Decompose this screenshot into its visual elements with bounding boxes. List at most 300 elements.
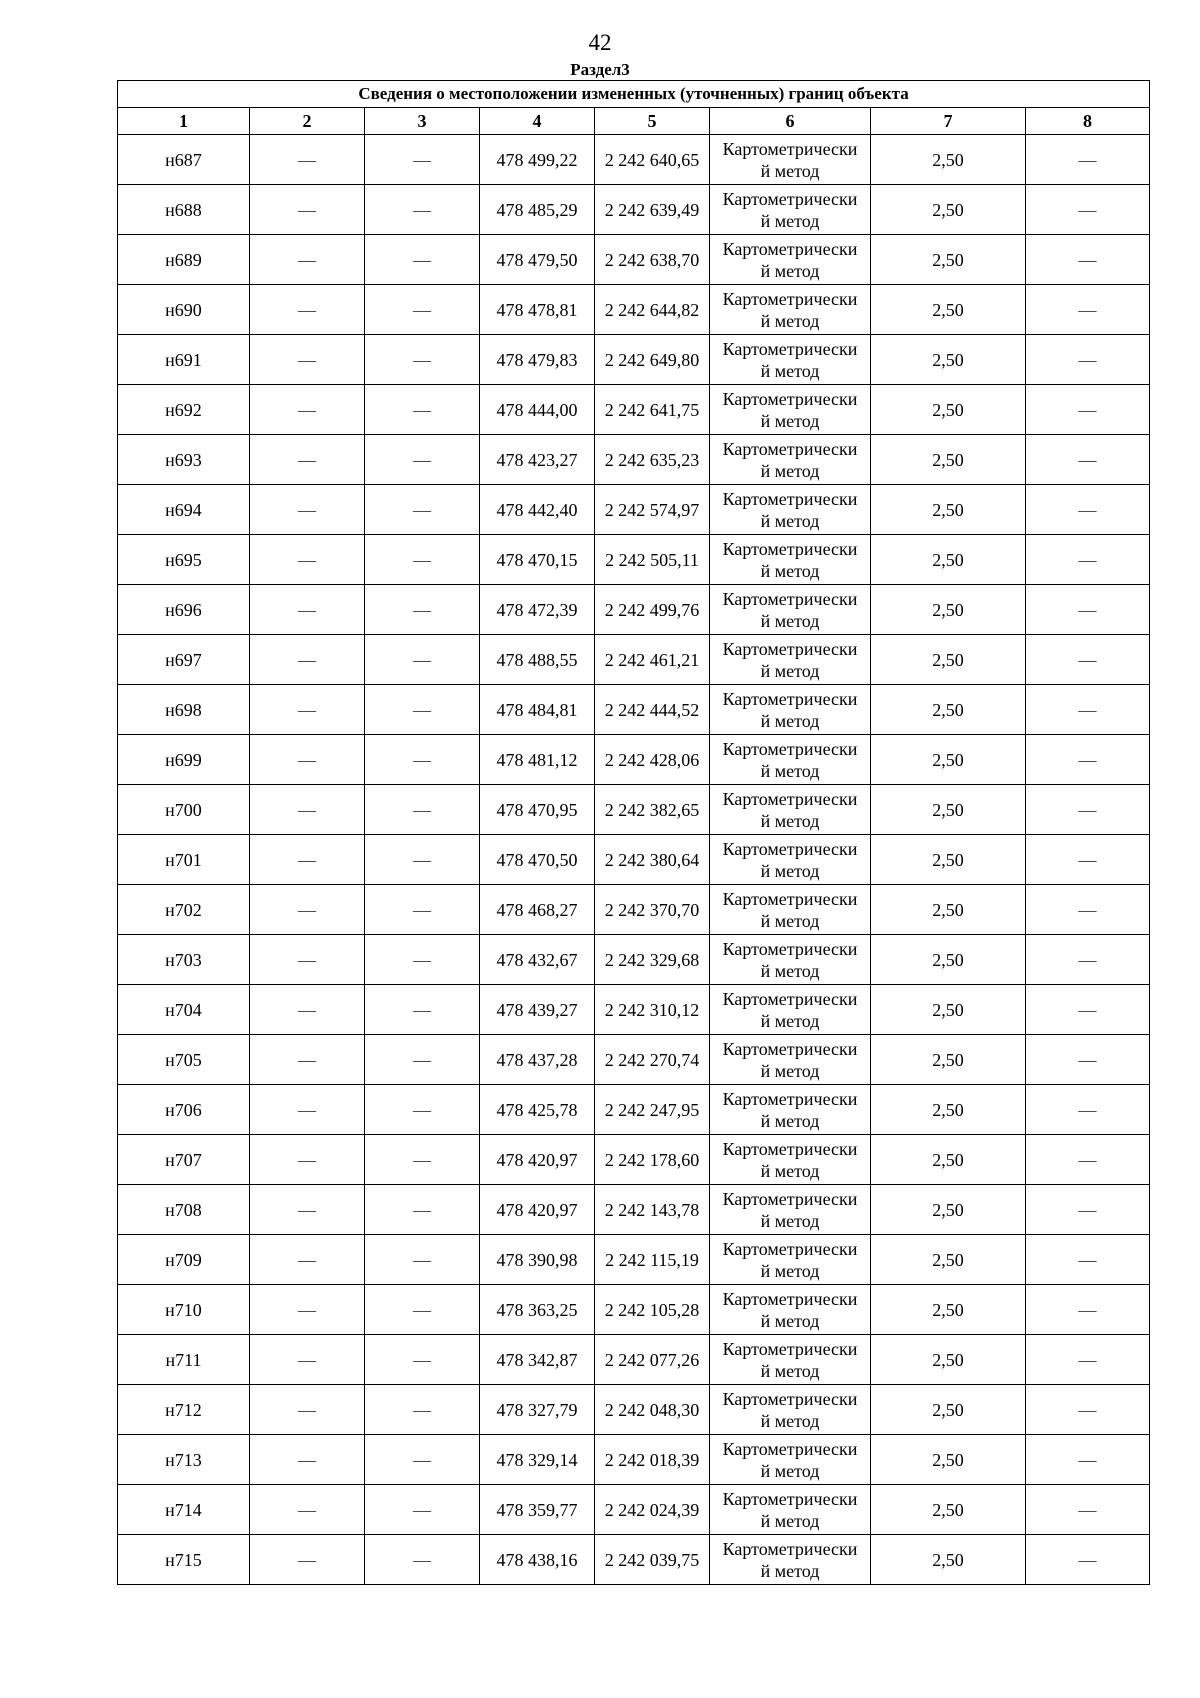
point-number-cell: н687 (118, 135, 250, 185)
column-3-cell: — (365, 1385, 480, 1435)
method-cell (710, 1185, 871, 1235)
table-row (118, 1185, 1150, 1235)
column-8-cell: — (1026, 935, 1150, 985)
x-coordinate-cell: 478 484,81 (480, 685, 595, 735)
method-line-2: й метод (760, 310, 820, 331)
precision-cell: 2,50 (871, 985, 1026, 1035)
column-2-cell: — (250, 1485, 365, 1535)
precision-cell: 2,50 (871, 585, 1026, 635)
method-line-2: й метод (760, 1260, 820, 1281)
column-3-cell: — (365, 235, 480, 285)
y-coordinate-cell: 2 242 639,49 (595, 185, 710, 235)
column-2-cell: — (250, 985, 365, 1035)
point-number-cell: н698 (118, 685, 250, 735)
column-2-cell: — (250, 835, 365, 885)
method-line-1: Картометрически (722, 338, 858, 359)
column-3-cell: — (365, 185, 480, 235)
column-8-cell: — (1026, 1135, 1150, 1185)
method-cell (710, 735, 871, 785)
point-number-cell: н688 (118, 185, 250, 235)
y-coordinate-cell: 2 242 444,52 (595, 685, 710, 735)
page-number: 42 (588, 30, 612, 55)
precision-cell: 2,50 (871, 1185, 1026, 1235)
column-8-cell: — (1026, 1285, 1150, 1335)
method-line-1: Картометрически (722, 638, 858, 659)
precision-cell: 2,50 (871, 1035, 1026, 1085)
method-line-1: Картометрически (722, 488, 858, 509)
column-2-cell: — (250, 785, 365, 835)
precision-cell: 2,50 (871, 735, 1026, 785)
precision-cell: 2,50 (871, 285, 1026, 335)
point-number-cell: н705 (118, 1035, 250, 1085)
column-3-cell: — (365, 585, 480, 635)
method-line-1: Картометрически (722, 1088, 858, 1109)
method-line-2: й метод (760, 1360, 820, 1381)
method-line-2: й метод (760, 560, 820, 581)
x-coordinate-cell: 478 439,27 (480, 985, 595, 1035)
method-cell (710, 485, 871, 535)
method-line-2: й метод (760, 1010, 820, 1031)
precision-cell: 2,50 (871, 385, 1026, 435)
precision-cell: 2,50 (871, 1285, 1026, 1335)
precision-cell: 2,50 (871, 885, 1026, 935)
method-line-1: Картометрически (722, 1038, 858, 1059)
method-line-2: й метод (760, 710, 820, 731)
column-2-cell: — (250, 235, 365, 285)
column-8-cell: — (1026, 1185, 1150, 1235)
method-line-2: й метод (760, 1460, 820, 1481)
boundary-coordinates-table (117, 80, 1150, 1585)
point-number-cell: н694 (118, 485, 250, 535)
point-number-cell: н708 (118, 1185, 250, 1235)
column-2-cell: — (250, 1085, 365, 1135)
method-cell (710, 235, 871, 285)
y-coordinate-cell: 2 242 505,11 (595, 535, 710, 585)
x-coordinate-cell: 478 425,78 (480, 1085, 595, 1135)
method-line-1: Картометрически (722, 1138, 858, 1159)
table-row (118, 435, 1150, 485)
method-line-1: Картометрически (722, 688, 858, 709)
method-cell (710, 835, 871, 885)
method-line-1: Картометрически (722, 1388, 858, 1409)
table-row (118, 135, 1150, 185)
y-coordinate-cell: 2 242 024,39 (595, 1485, 710, 1535)
y-coordinate-cell: 2 242 048,30 (595, 1385, 710, 1435)
method-cell (710, 1335, 871, 1385)
y-coordinate-cell: 2 242 635,23 (595, 435, 710, 485)
column-3-cell: — (365, 335, 480, 385)
column-header: 2 (250, 108, 365, 135)
column-3-cell: — (365, 835, 480, 885)
method-cell (710, 685, 871, 735)
table-row (118, 1135, 1150, 1185)
precision-cell: 2,50 (871, 185, 1026, 235)
column-2-cell: — (250, 435, 365, 485)
column-8-cell: — (1026, 335, 1150, 385)
table-title: Сведения о местоположении измененных (уточненных) границ объекта (118, 81, 1150, 108)
column-8-cell: — (1026, 285, 1150, 335)
y-coordinate-cell: 2 242 641,75 (595, 385, 710, 435)
y-coordinate-cell: 2 242 638,70 (595, 235, 710, 285)
precision-cell: 2,50 (871, 1135, 1026, 1185)
precision-cell: 2,50 (871, 1335, 1026, 1385)
column-8-cell: — (1026, 1035, 1150, 1085)
y-coordinate-cell: 2 242 649,80 (595, 335, 710, 385)
y-coordinate-cell: 2 242 247,95 (595, 1085, 710, 1135)
point-number-cell: н690 (118, 285, 250, 335)
section-label: Раздел3 (570, 60, 630, 79)
x-coordinate-cell: 478 472,39 (480, 585, 595, 635)
method-line-2: й метод (760, 1110, 820, 1131)
column-2-cell: — (250, 1285, 365, 1335)
point-number-cell: н699 (118, 735, 250, 785)
x-coordinate-cell: 478 499,22 (480, 135, 595, 185)
column-3-cell: — (365, 1235, 480, 1285)
method-cell (710, 1385, 871, 1435)
column-8-cell: — (1026, 1485, 1150, 1535)
precision-cell: 2,50 (871, 635, 1026, 685)
column-3-cell: — (365, 1485, 480, 1535)
method-line-2: й метод (760, 410, 820, 431)
y-coordinate-cell: 2 242 039,75 (595, 1535, 710, 1585)
column-3-cell: — (365, 735, 480, 785)
method-line-1: Картометрически (722, 238, 858, 259)
x-coordinate-cell: 478 442,40 (480, 485, 595, 535)
column-2-cell: — (250, 735, 365, 785)
column-2-cell: — (250, 885, 365, 935)
method-cell (710, 185, 871, 235)
point-number-cell: н693 (118, 435, 250, 485)
column-2-cell: — (250, 1035, 365, 1085)
x-coordinate-cell: 478 470,50 (480, 835, 595, 885)
point-number-cell: н692 (118, 385, 250, 435)
column-3-cell: — (365, 885, 480, 935)
method-line-2: й метод (760, 1410, 820, 1431)
table-row (118, 1285, 1150, 1335)
column-2-cell: — (250, 1135, 365, 1185)
x-coordinate-cell: 478 423,27 (480, 435, 595, 485)
column-2-cell: — (250, 685, 365, 735)
method-line-2: й метод (760, 260, 820, 281)
precision-cell: 2,50 (871, 1085, 1026, 1135)
column-3-cell: — (365, 135, 480, 185)
column-3-cell: — (365, 635, 480, 685)
y-coordinate-cell: 2 242 380,64 (595, 835, 710, 885)
precision-cell: 2,50 (871, 1435, 1026, 1485)
method-line-1: Картометрически (722, 1238, 858, 1259)
column-2-cell: — (250, 1535, 365, 1585)
method-line-2: й метод (760, 1160, 820, 1181)
column-2-cell: — (250, 635, 365, 685)
column-8-cell: — (1026, 635, 1150, 685)
method-line-1: Картометрически (722, 788, 858, 809)
table-row (118, 485, 1150, 535)
column-8-cell: — (1026, 835, 1150, 885)
table-row (118, 735, 1150, 785)
y-coordinate-cell: 2 242 644,82 (595, 285, 710, 335)
table-row (118, 885, 1150, 935)
x-coordinate-cell: 478 481,12 (480, 735, 595, 785)
table-row (118, 335, 1150, 385)
column-2-cell: — (250, 135, 365, 185)
column-header: 5 (595, 108, 710, 135)
x-coordinate-cell: 478 485,29 (480, 185, 595, 235)
table-row (118, 685, 1150, 735)
column-2-cell: — (250, 285, 365, 335)
method-line-1: Картометрически (722, 888, 858, 909)
x-coordinate-cell: 478 432,67 (480, 935, 595, 985)
column-8-cell: — (1026, 785, 1150, 835)
point-number-cell: н713 (118, 1435, 250, 1485)
column-3-cell: — (365, 1185, 480, 1235)
precision-cell: 2,50 (871, 1385, 1026, 1435)
column-3-cell: — (365, 385, 480, 435)
point-number-cell: н695 (118, 535, 250, 585)
table-body (118, 135, 1150, 1585)
point-number-cell: н701 (118, 835, 250, 885)
method-line-1: Картометрически (722, 938, 858, 959)
column-header: 8 (1026, 108, 1150, 135)
point-number-cell: н707 (118, 1135, 250, 1185)
y-coordinate-cell: 2 242 461,21 (595, 635, 710, 685)
column-3-cell: — (365, 1535, 480, 1585)
point-number-cell: н704 (118, 985, 250, 1035)
column-2-cell: — (250, 1385, 365, 1435)
point-number-cell: н710 (118, 1285, 250, 1335)
method-line-1: Картометрически (722, 838, 858, 859)
method-line-1: Картометрически (722, 1188, 858, 1209)
y-coordinate-cell: 2 242 270,74 (595, 1035, 710, 1085)
column-2-cell: — (250, 585, 365, 635)
point-number-cell: н711 (118, 1335, 250, 1385)
method-line-2: й метод (760, 160, 820, 181)
x-coordinate-cell: 478 359,77 (480, 1485, 595, 1535)
method-line-1: Картометрически (722, 1438, 858, 1459)
method-line-2: й метод (760, 760, 820, 781)
y-coordinate-cell: 2 242 640,65 (595, 135, 710, 185)
column-8-cell: — (1026, 1435, 1150, 1485)
method-line-1: Картометрически (722, 138, 858, 159)
column-2-cell: — (250, 1435, 365, 1485)
column-8-cell: — (1026, 885, 1150, 935)
column-8-cell: — (1026, 585, 1150, 635)
column-8-cell: — (1026, 735, 1150, 785)
column-8-cell: — (1026, 235, 1150, 285)
column-3-cell: — (365, 785, 480, 835)
y-coordinate-cell: 2 242 105,28 (595, 1285, 710, 1335)
precision-cell: 2,50 (871, 835, 1026, 885)
column-3-cell: — (365, 1085, 480, 1135)
column-8-cell: — (1026, 1085, 1150, 1135)
column-8-cell: — (1026, 485, 1150, 535)
column-2-cell: — (250, 935, 365, 985)
x-coordinate-cell: 478 437,28 (480, 1035, 595, 1085)
method-line-1: Картометрически (722, 388, 858, 409)
x-coordinate-cell: 478 438,16 (480, 1535, 595, 1585)
table-row (118, 1485, 1150, 1535)
y-coordinate-cell: 2 242 018,39 (595, 1435, 710, 1485)
column-3-cell: — (365, 1285, 480, 1335)
table-row (118, 785, 1150, 835)
precision-cell: 2,50 (871, 235, 1026, 285)
method-cell (710, 435, 871, 485)
column-2-cell: — (250, 485, 365, 535)
precision-cell: 2,50 (871, 135, 1026, 185)
precision-cell: 2,50 (871, 685, 1026, 735)
x-coordinate-cell: 478 468,27 (480, 885, 595, 935)
method-cell (710, 1035, 871, 1085)
method-line-1: Картометрически (722, 738, 858, 759)
column-3-cell: — (365, 535, 480, 585)
method-cell (710, 1235, 871, 1285)
method-line-2: й метод (760, 660, 820, 681)
column-2-cell: — (250, 385, 365, 435)
method-cell (710, 1285, 871, 1335)
point-number-cell: н706 (118, 1085, 250, 1135)
column-3-cell: — (365, 1035, 480, 1085)
x-coordinate-cell: 478 342,87 (480, 1335, 595, 1385)
method-line-2: й метод (760, 1310, 820, 1331)
y-coordinate-cell: 2 242 428,06 (595, 735, 710, 785)
method-cell (710, 785, 871, 835)
table-row (118, 235, 1150, 285)
method-cell (710, 135, 871, 185)
method-cell (710, 985, 871, 1035)
method-line-1: Картометрически (722, 988, 858, 1009)
column-8-cell: — (1026, 685, 1150, 735)
column-8-cell: — (1026, 535, 1150, 585)
method-cell (710, 385, 871, 435)
x-coordinate-cell: 478 327,79 (480, 1385, 595, 1435)
method-cell (710, 335, 871, 385)
x-coordinate-cell: 478 390,98 (480, 1235, 595, 1285)
table-row (118, 285, 1150, 335)
column-2-cell: — (250, 185, 365, 235)
method-line-2: й метод (760, 960, 820, 981)
precision-cell: 2,50 (871, 1235, 1026, 1285)
x-coordinate-cell: 478 470,95 (480, 785, 595, 835)
column-8-cell: — (1026, 185, 1150, 235)
column-header: 4 (480, 108, 595, 135)
x-coordinate-cell: 478 444,00 (480, 385, 595, 435)
x-coordinate-cell: 478 488,55 (480, 635, 595, 685)
x-coordinate-cell: 478 479,50 (480, 235, 595, 285)
method-line-1: Картометрически (722, 438, 858, 459)
method-line-2: й метод (760, 1560, 820, 1581)
point-number-cell: н700 (118, 785, 250, 835)
y-coordinate-cell: 2 242 499,76 (595, 585, 710, 635)
point-number-cell: н689 (118, 235, 250, 285)
table-row (118, 1385, 1150, 1435)
table-row (118, 985, 1150, 1035)
column-3-cell: — (365, 1135, 480, 1185)
method-line-1: Картометрически (722, 1488, 858, 1509)
y-coordinate-cell: 2 242 310,12 (595, 985, 710, 1035)
precision-cell: 2,50 (871, 935, 1026, 985)
method-cell (710, 1435, 871, 1485)
point-number-cell: н709 (118, 1235, 250, 1285)
y-coordinate-cell: 2 242 178,60 (595, 1135, 710, 1185)
column-3-cell: — (365, 435, 480, 485)
table-row (118, 535, 1150, 585)
column-8-cell: — (1026, 985, 1150, 1035)
method-cell (710, 585, 871, 635)
point-number-cell: н712 (118, 1385, 250, 1435)
x-coordinate-cell: 478 479,83 (480, 335, 595, 385)
method-line-2: й метод (760, 910, 820, 931)
y-coordinate-cell: 2 242 574,97 (595, 485, 710, 535)
method-cell (710, 1535, 871, 1585)
column-2-cell: — (250, 1185, 365, 1235)
method-line-2: й метод (760, 1060, 820, 1081)
column-8-cell: — (1026, 1335, 1150, 1385)
column-3-cell: — (365, 985, 480, 1035)
method-line-1: Картометрически (722, 288, 858, 309)
table-row (118, 1085, 1150, 1135)
column-3-cell: — (365, 1335, 480, 1385)
method-line-2: й метод (760, 1510, 820, 1531)
table-row (118, 635, 1150, 685)
column-3-cell: — (365, 935, 480, 985)
point-number-cell: н715 (118, 1535, 250, 1585)
precision-cell: 2,50 (871, 1535, 1026, 1585)
method-cell (710, 285, 871, 335)
column-header-row (118, 108, 1150, 135)
table-title-row (118, 81, 1150, 108)
y-coordinate-cell: 2 242 382,65 (595, 785, 710, 835)
precision-cell: 2,50 (871, 435, 1026, 485)
table-row (118, 1035, 1150, 1085)
column-8-cell: — (1026, 435, 1150, 485)
method-cell (710, 935, 871, 985)
x-coordinate-cell: 478 420,97 (480, 1185, 595, 1235)
method-line-2: й метод (760, 510, 820, 531)
x-coordinate-cell: 478 470,15 (480, 535, 595, 585)
precision-cell: 2,50 (871, 1485, 1026, 1535)
table-row (118, 585, 1150, 635)
column-3-cell: — (365, 1435, 480, 1485)
method-line-2: й метод (760, 460, 820, 481)
table-row (118, 1235, 1150, 1285)
method-line-2: й метод (760, 610, 820, 631)
point-number-cell: н691 (118, 335, 250, 385)
point-number-cell: н703 (118, 935, 250, 985)
precision-cell: 2,50 (871, 335, 1026, 385)
point-number-cell: н702 (118, 885, 250, 935)
column-header: 6 (710, 108, 871, 135)
column-8-cell: — (1026, 1535, 1150, 1585)
method-cell (710, 1485, 871, 1535)
column-2-cell: — (250, 335, 365, 385)
method-line-2: й метод (760, 810, 820, 831)
column-8-cell: — (1026, 135, 1150, 185)
precision-cell: 2,50 (871, 535, 1026, 585)
precision-cell: 2,50 (871, 785, 1026, 835)
method-line-2: й метод (760, 1210, 820, 1231)
precision-cell: 2,50 (871, 485, 1026, 535)
column-3-cell: — (365, 485, 480, 535)
y-coordinate-cell: 2 242 077,26 (595, 1335, 710, 1385)
x-coordinate-cell: 478 478,81 (480, 285, 595, 335)
method-line-1: Картометрически (722, 588, 858, 609)
column-3-cell: — (365, 285, 480, 335)
column-header: 7 (871, 108, 1026, 135)
table-row (118, 935, 1150, 985)
column-3-cell: — (365, 685, 480, 735)
x-coordinate-cell: 478 420,97 (480, 1135, 595, 1185)
y-coordinate-cell: 2 242 115,19 (595, 1235, 710, 1285)
column-2-cell: — (250, 1335, 365, 1385)
